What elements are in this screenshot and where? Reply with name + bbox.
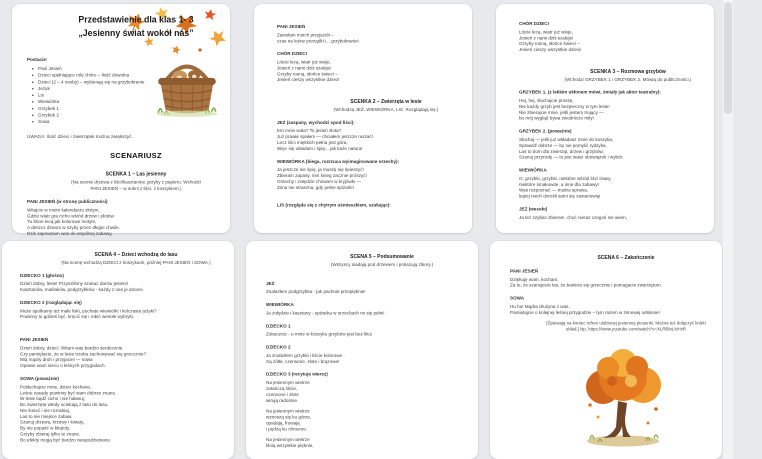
script-line: Hu hu! Mądra drużyna z was. xyxy=(510,303,570,309)
script-line: Tu liście lecą jak kolorowe motyle, xyxy=(27,219,97,225)
scene-heading: SCENA 4 – Dzieci wchodzą do lasu xyxy=(94,252,178,258)
script-line: Opowie wam nieco o leśnych przygodach. xyxy=(20,363,106,369)
script-line: Orzechy i żołędzie chowam w kryjówki — xyxy=(277,178,361,184)
spacer xyxy=(20,325,252,330)
script-line: Jesień cieszy wszystkie dzieci! xyxy=(519,47,582,53)
character-name: WIEWIÓRKA xyxy=(519,167,547,173)
script-line: bo mój wygląd bywa zwodniczo miły! xyxy=(519,115,594,121)
footnote: [Śpiewają na koniec refren ulubionej jesiennej piosenki. Można też dołączyć krótki xyxy=(546,320,706,326)
cast-item: • Dzieci spełniające rolę chóru – ilość dowolna xyxy=(38,73,245,79)
script-line: By nie popaść w kłopoty. xyxy=(20,425,71,431)
character-name: GRZYBEK 1. (z lekkim ukłonem mówi, śmiały jak aktor teatralny): xyxy=(519,89,661,95)
script-line: Sprawdź dobrze — by nie pomylić rydzyka. xyxy=(519,142,607,148)
script-line: Może spotkamy też małe liski, puchate wiewiórki i kolczaste jeżyki? xyxy=(20,308,157,314)
document-title: „Jesienny świat wokół nas” xyxy=(78,28,194,39)
script-line: Nie zbierajcie mnie, jeśli jestem trujący — xyxy=(519,109,604,115)
scene-heading: SCENA 6 – Zakończenie xyxy=(597,255,655,261)
script-line: Powinny tu gdzieś być, kręcić się i robić wesołe wybryki. xyxy=(20,314,135,320)
script-line: Las to nie miejsce zabaw. xyxy=(20,413,73,419)
script-line: Hej, hej, słuchajcie proszę, xyxy=(519,98,574,104)
script-line: Gdzie wiatr gra cicho wśród drzew i płotów. xyxy=(27,213,115,219)
script-line: czerwone i złote xyxy=(266,391,299,397)
page-1 xyxy=(12,4,230,237)
script-line: W lesie bądź cicho i nie hałasuj, xyxy=(20,396,86,402)
scrollbar-thumb[interactable] xyxy=(724,2,732,114)
script-line: O, grzybki, grzybki, niektóre wśród liści trawy, xyxy=(519,175,612,181)
script-line: Lecz liści miękkich pełna jest góra, xyxy=(277,139,348,145)
cast-item: • Grzybek 1 xyxy=(38,106,245,112)
script-line: wznoszą się ku górze, xyxy=(266,414,312,420)
stage-direction: (Wchodzi GRZYBEK 1 i GRZYBEK 2. Mówią do publiczności.) xyxy=(564,76,692,82)
character-name: SOWA (poważnie) xyxy=(20,375,59,381)
character-name: WIEWIÓRKA (biega, rozrzuca wyimaginowane orzechy): xyxy=(277,158,400,164)
scenariusz-heading: SCENARIUSZ xyxy=(110,151,162,160)
page-6 xyxy=(490,241,722,459)
cast-item: • Pani Jesień xyxy=(38,66,245,72)
document-title: Przedstawienie dla klas 1- 3 xyxy=(78,14,194,25)
spacer xyxy=(266,269,498,274)
cast-item: • Lis xyxy=(38,93,245,99)
cast-item: • Wiewiórka xyxy=(38,99,245,105)
script-line: Dziękuję wam, kochani. xyxy=(510,276,559,282)
script-line: Znalazłem podgrzybka - jak pachnie przepięknie! xyxy=(266,289,366,295)
page-2 xyxy=(254,4,472,233)
stage-direction: (Na scenę wchodzą DZIECI z koszykami, później PANI JESIEŃ i SOWA.) xyxy=(61,259,211,265)
script-line: Na jesiennym wietrze xyxy=(266,437,310,443)
script-line: Jesień z nami dziś szaleje! xyxy=(519,35,574,41)
script-line: Kasztanów, maślaków, podgrzybków - każdy z nas je doceni. xyxy=(20,287,144,293)
character-name: GRZYBEK 2. (poważnie) xyxy=(519,128,572,134)
script-line: Ja też szybko zbieram, choć nieraz czegoś nie wiem, xyxy=(519,214,627,220)
script-line: czas na leśne porządki i... grzybobranie! xyxy=(277,38,359,44)
footnote: układ.] Np. https://www.youtube.com/watch?v=XLRBlnLNHxR xyxy=(565,326,687,332)
script-line: zatańczą liście, xyxy=(266,385,298,391)
script-line: Szanuj przyrodę — to jest wasz obowiązek i wybór. xyxy=(519,154,624,160)
character-name: DZIECKO 2 xyxy=(266,344,291,350)
cast-list xyxy=(27,66,245,125)
stage-direction: (Na scenie drzewa z liści/kasztanów, grzyby z papieru. Wchodzi xyxy=(71,179,201,185)
character-name: PANI JESIEŃ xyxy=(277,24,306,29)
script-line: Ja znalazłem grzybki i liście kolorowe . xyxy=(266,352,345,358)
page-3-content xyxy=(496,4,760,221)
script-line: Grzyby rosną, słońce świeci – xyxy=(519,41,580,47)
character-name: DZIECKO 1 xyxy=(266,323,291,329)
scene-heading: SCENKA 2 – Zwierzęta w lesie xyxy=(350,99,422,105)
script-line: Już prawie spałem — chciałem jeszcze ruszać! xyxy=(277,134,373,140)
script-line: lepiej niech dorośli sami się zastanowią! xyxy=(519,193,601,199)
script-line: Zima nie straszna, gdy pełne spiżarki! xyxy=(277,184,354,190)
script-line: Pamiętajcie o kolejnej leśnej przygodzie – tym razem w zimowej odsłonie! xyxy=(510,309,660,315)
script-line: Grzyby zbieraj tylko te znane, xyxy=(20,431,81,437)
scene-heading: SCENKA 1 – Las jesienny xyxy=(105,171,167,177)
script-line: Szanuj drzewa, krzewy i kwiaty, xyxy=(20,419,85,425)
script-line: Czy pamiętacie, że w lesie trzeba zachowywać się grzecznie? xyxy=(20,351,147,357)
script-line: Mój mądry druh i przyjaciel — sowa xyxy=(20,357,93,363)
script-line: Jesień cieszy wszystkie dzieci! xyxy=(277,77,340,83)
script-line: Liście lecą, wiatr już wieje, xyxy=(519,29,573,35)
character-name: DZIECKO 2 (rozglądając się) xyxy=(20,299,82,305)
stage-direction: PANI JESIEŃ – w sukni z liści, z koszykiem.) xyxy=(90,186,182,192)
page-4 xyxy=(2,241,234,459)
scene-heading: SCENKA 3 – Rozmowa grzybów xyxy=(590,68,666,75)
script-line: Was rozpoznać — trudna sprawa, xyxy=(519,187,589,193)
script-line: i pędzą ku chmurze. xyxy=(266,426,308,432)
page-5-content xyxy=(246,241,518,449)
script-line: Nie każdy grzyb jest bezpieczny w tym lesie! xyxy=(519,103,610,109)
script-line: Dzień dobry, dzieci. Witam was bardzo serdecznie. xyxy=(20,345,124,351)
cast-item: • Grzybek 2 xyxy=(38,112,245,118)
script-line: Zbieram zapasy, nim śnieg zacznie prószyć! xyxy=(277,173,367,179)
page-2-content xyxy=(254,4,518,209)
cast-item: • Dzieci (2 – 4 osoby) – wybierają się na grzybobranie xyxy=(38,79,245,85)
script-line: Leśne zasady powinny być wam dobrze znane. xyxy=(20,390,117,396)
script-line: Więc się układam i śpię... jak każe natura! xyxy=(277,145,363,151)
spacer xyxy=(519,53,737,58)
script-line: Ja jeszcze nie śpię, ja muszę się śpieszyć! xyxy=(277,167,364,173)
character-name: PANI JESIEŃ xyxy=(510,268,539,274)
page-6-content xyxy=(490,241,762,332)
script-line: Jesień z nami dziś szaleje! xyxy=(277,65,332,71)
page-4-content xyxy=(2,241,270,443)
autumn-tree-icon xyxy=(576,347,670,451)
script-line: Za to, że szanujecie las, że bawicie się grzecznie i pomagacie zwierzętom. xyxy=(510,282,662,288)
character-name: LIS (rozgląda się z chytrym uśmieszkiem, szukając): xyxy=(277,202,391,208)
script-line: A deszcz dzwoni w szyby przez długie chwile. xyxy=(27,225,120,231)
character-name: JEŻ (zaspany, wychodzi spod liści): xyxy=(277,119,355,125)
page-5 xyxy=(246,241,478,459)
stage-direction: (Wchodzą JEŻ, WIEWIÓRKA, LIS. Rozglądają się.) xyxy=(333,106,439,112)
character-name: CHÓR DZIECI xyxy=(277,51,307,57)
character-name: WIEWIÓRKA xyxy=(266,302,294,308)
spacer xyxy=(277,191,495,196)
script-line: Nie śmieć i nie rozrabiaj, xyxy=(20,407,71,413)
character-name: CHÓR DZIECI xyxy=(519,21,549,26)
script-line: Słuchaj — jeśli już wkładasz mnie do koszyka, xyxy=(519,136,614,142)
script-line: niektóre smakowite, a inne dla zabawy! xyxy=(519,181,599,187)
scene-heading: SCENA 5 – Podsumowanie xyxy=(350,254,414,260)
spacer xyxy=(27,45,245,50)
script-line: Są żółte, czerwone, złote i brązowe! xyxy=(266,358,340,364)
character-name: JEŻ (wesoło) xyxy=(519,206,548,212)
script-line: Witajcie w moim kalendarzu złotym, xyxy=(27,207,100,213)
script-line: Zobaczcie - u mnie w koszyku grzybów jest bez liku! xyxy=(266,331,373,337)
character-name: Postacie: xyxy=(27,57,48,63)
script-line: Liście lecą, wiatr już wieje, xyxy=(277,59,331,65)
script-line: Bo zwierzęta wtedy uciekają z lasu do lasu. xyxy=(20,402,109,408)
page-3 xyxy=(496,4,714,233)
stage-direction: (Wszyscy siadają pod drzewem i pokazują zbiory.) xyxy=(330,261,434,267)
script-line: opadają, fruwają xyxy=(266,420,300,426)
script-line: Ja żołędzie i kasztany - spiżarka w orzechach mi się pełni! xyxy=(266,310,385,316)
script-line: Na jesiennym wietrze xyxy=(266,408,310,414)
character-name: PANI JESIEŃ xyxy=(20,337,49,343)
script-line: wirują radośnie. xyxy=(266,397,299,403)
script-line: Na jesiennym wietrze xyxy=(266,380,310,386)
script-line: Zawołam moich przyjaciół – xyxy=(277,32,334,38)
script-line: UWAGA: Ilość dzieci i zwierzątek można zwiększyć. xyxy=(27,133,133,139)
page-1-content xyxy=(12,4,262,237)
script-line: Bo efekty mogą być bardzo niespodziewane. xyxy=(20,437,112,443)
script-line: lśnią wszystkie pięknie, xyxy=(266,443,314,449)
script-line: Dzień dobry, lesie! Przyszliśmy szukać darów jesieni! xyxy=(20,281,128,287)
scrollbar[interactable] xyxy=(723,0,733,459)
character-name: SOWA xyxy=(510,295,525,301)
script-line: Kto mnie woła? To jesień złota? xyxy=(277,128,342,134)
script-line: Grzyby rosną, słońce świeci – xyxy=(277,71,338,77)
character-name: DZIECKO 1 (głośno) xyxy=(20,272,64,278)
script-line: Posłuchajcie mnie, dzieci kochane, xyxy=(20,384,92,390)
script-line: Las to dom dla zwierząt, drzew i grzybów, xyxy=(519,148,604,154)
character-name: PANI JESIEŃ (w stronę publiczności) xyxy=(27,199,108,205)
cast-item: • Jeżyk xyxy=(38,86,245,92)
script-line: Dziś zapraszam was do wspólnej zabawy, xyxy=(27,231,113,237)
cast-item: • Sowa xyxy=(38,119,245,125)
character-name: DZIECKO 3 (recytuje wiersz) xyxy=(266,371,328,377)
character-name: JEŻ xyxy=(266,280,275,286)
spacer xyxy=(277,83,495,88)
